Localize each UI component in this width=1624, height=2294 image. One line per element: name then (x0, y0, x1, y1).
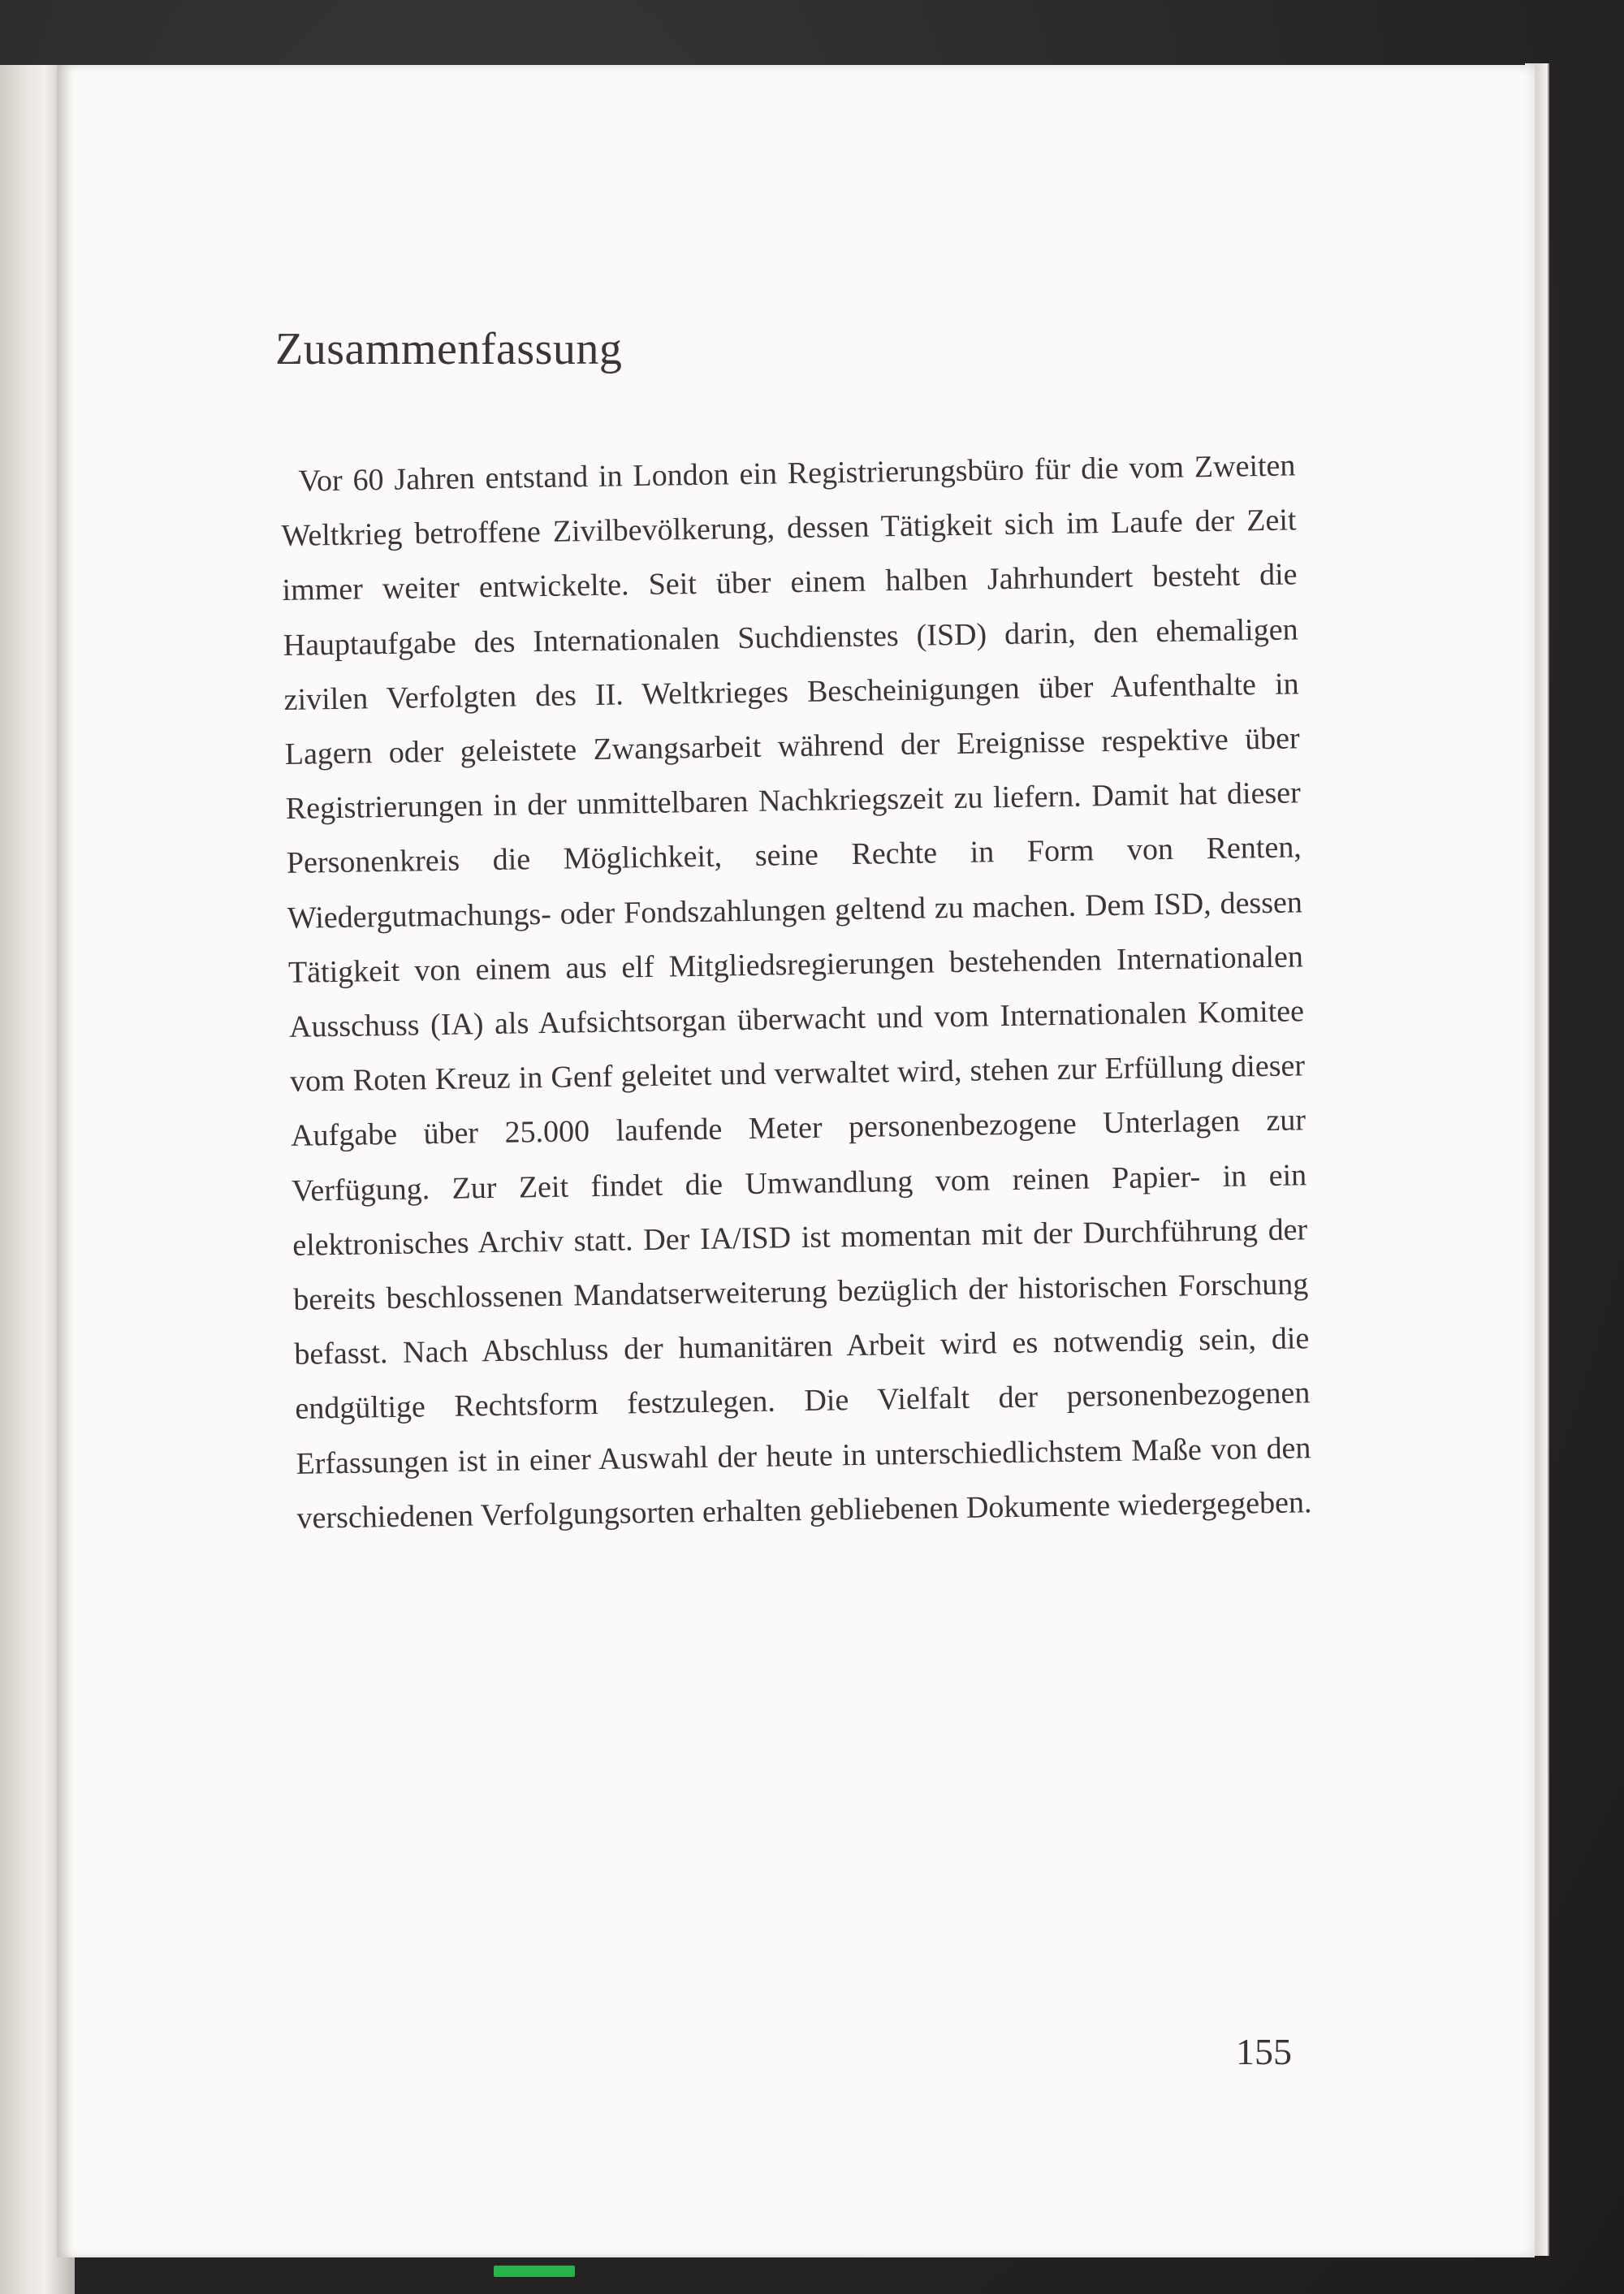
page-number: 155 (1236, 2031, 1292, 2072)
summary-paragraph: Vor 60 Jahren entstand in London ein Registrierungsbüro für die vom Zweiten Weltkrieg betroffene Zivilbevölkerung, dessen Tätigkeit sich im Laufe der Zeit immer weiter entwickelte. Seit über einem halben Jahrhundert besteht die Hauptaufgabe des Internationalen Suchdienstes (ISD) darin, den ehemaligen zivilen Verfolgten des II. Weltkrieges Bescheinigungen über Aufenthalte in Lagern oder geleistete Zwangsarbeit während der Ereignisse respektive über Registrierungen in der unmittelbaren Nachkriegszeit zu liefern. Damit hat dieser Personenkreis die Möglichkeit, seine Rechte in Form von Renten, Wiedergutmachungs- oder Fondszahlungen geltend zu machen. Dem ISD, dessen Tätigkeit von einem aus elf Mitgliedsregierungen bestehenden Internationalen Ausschuss (IA) als Aufsichtsorgan überwacht und vom Internationalen Komitee vom Roten Kreuz in Genf geleitet und verwaltet wird, stehen zur Erfüllung dieser Aufgabe über 25.000 laufende Meter personenbezogene Unterlagen zur Verfügung. Zur Zeit findet die Umwandlung vom reinen Papier- in ein elektronisches Archiv statt. Der IA/ISD ist momentan mit der Durchführung der bereits beschlossenen Mandatserweiterung bezüglich der historischen Forschung befasst. Nach Abschluss der humanitären Arbeit wird es notwendig sein, die endgültige Rechtsform festzulegen. Die Vielfalt der personenbezogenen Erfassungen ist in einer Auswahl der heute in unterschiedlichstem Maße von den verschiedenen Verfolgungsorten erhalten gebliebenen Dokumente wiedergegeben. (281, 448, 1312, 1536)
page-title: Zusammenfassung (275, 324, 623, 374)
page-gutter-shadow (57, 65, 73, 2257)
green-tab-marker (494, 2266, 575, 2277)
